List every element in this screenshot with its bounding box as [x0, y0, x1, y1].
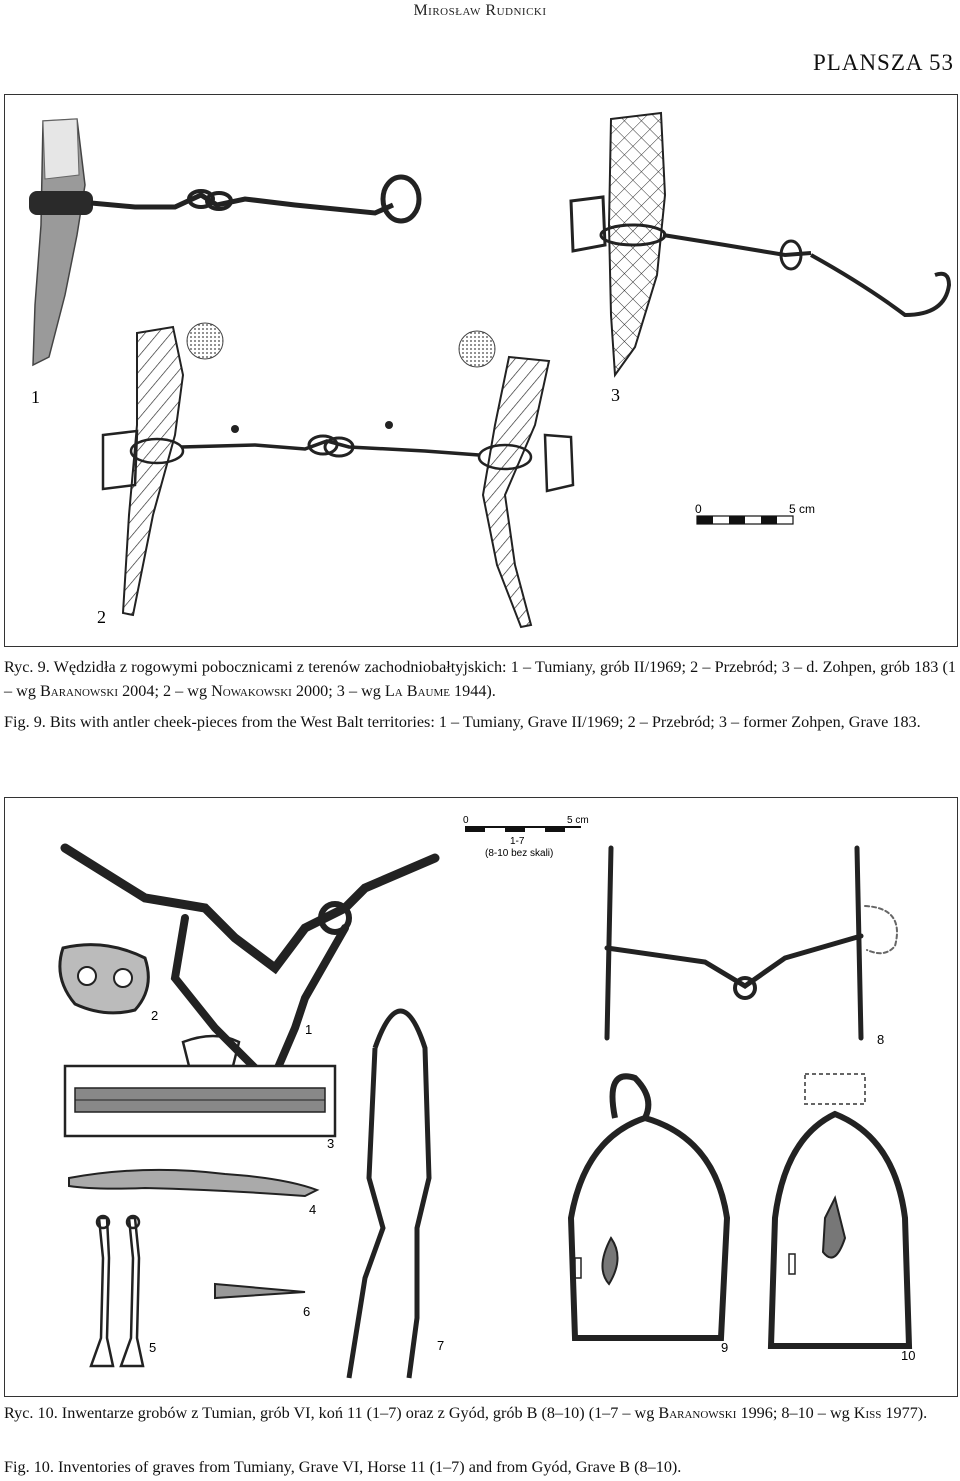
fig10-scale-note2: (8-10 bez skali)	[485, 848, 554, 859]
author-name: Baranowski	[658, 1404, 737, 1422]
figure-9-panel	[4, 94, 958, 647]
plate-number: PLANSZA 53	[813, 50, 954, 75]
fig9-label-1: 1	[31, 387, 40, 407]
fig10-scale-max: 5 cm	[567, 815, 589, 826]
artifact-8-snaffle	[607, 848, 897, 1038]
caption-ryc10	[4, 1401, 956, 1425]
artifact-4-strip	[69, 1170, 317, 1196]
fig10-label-1: 1	[305, 1022, 313, 1037]
bit-photo-1	[29, 119, 419, 365]
caption-ryc10-part: 1977).	[881, 1404, 928, 1422]
fig9-scale-zero: 0	[695, 502, 702, 516]
fig10-label-8: 8	[877, 1032, 885, 1047]
caption-ryc9-part: 2000; 3 – wg	[291, 682, 385, 700]
fig10-scale-zero: 0	[463, 815, 469, 826]
caption-ryc9-part: 2004; 2 – wg	[118, 682, 212, 700]
fig10-label-3: 3	[327, 1136, 335, 1151]
author-name: Nowakowski	[211, 682, 292, 700]
fig10-scale-bar	[463, 815, 589, 859]
fig9-label-3: 3	[611, 385, 620, 405]
fig10-label-4: 4	[309, 1202, 317, 1217]
caption-ryc9-part: Ryc. 9. Wędzidła z rogowymi pobocznicami z terenów zachodniobałtyjskich: 1 – Tumiany, grób II/1969; 2 – Przebród; 3 – d. Zohpen, grób 183 (1 – wg	[4, 658, 956, 700]
caption-fig10: Fig. 10. Inventories of graves from Tumiany, Grave VI, Horse 11 (1–7) and from Gyód, Grave B (8–10).	[4, 1458, 682, 1476]
figure-10-drawings	[5, 798, 958, 1397]
artifact-9-stirrup	[571, 1076, 727, 1338]
artifact-10-stirrup	[771, 1074, 909, 1346]
artifact-7-shears	[349, 1011, 429, 1378]
caption-ryc10-part: Ryc. 10. Inwentarze grobów z Tumian, grób VI, koń 11 (1–7) oraz z Gyód, grób B (8–10) (1–7 – wg	[4, 1404, 659, 1422]
fig10-label-7: 7	[437, 1338, 445, 1353]
figure-9-drawings	[5, 95, 958, 647]
artifact-5-tools	[91, 1216, 143, 1366]
running-head: Mirosław Rudnicki	[413, 2, 547, 19]
bit-drawing-3	[571, 113, 949, 375]
bit-drawing-2	[103, 323, 573, 627]
fig10-label-6: 6	[303, 1304, 311, 1319]
fig10-label-2: 2	[151, 1008, 159, 1023]
author-name: Baranowski	[39, 682, 119, 700]
artifact-2-ornament	[60, 945, 148, 1013]
fig10-label-9: 9	[721, 1340, 729, 1355]
caption-ryc10-part: 1996; 8–10 – wg	[736, 1404, 854, 1422]
artifact-6-arrowhead	[215, 1284, 305, 1298]
fig10-label-5: 5	[149, 1340, 157, 1355]
fig10-scale-note1: 1-7	[510, 836, 525, 847]
caption-fig9: Fig. 9. Bits with antler cheek-pieces from the West Balt territories: 1 – Tumiany, Grave II/1969; 2 – Przebród; 3 – former Zohpen, Grave 183.	[4, 713, 921, 731]
fig9-scale-max: 5 cm	[789, 502, 816, 516]
fig9-label-2: 2	[97, 607, 106, 627]
author-name: La Baume	[384, 682, 450, 700]
fig9-scale-bar	[695, 502, 815, 524]
caption-ryc9	[4, 655, 956, 703]
figure-10-panel	[4, 797, 958, 1397]
artifact-3-plate	[65, 1036, 335, 1136]
fig10-label-10: 10	[901, 1348, 916, 1363]
author-name: Kiss	[853, 1404, 882, 1422]
caption-ryc9-part: 1944).	[450, 682, 496, 700]
